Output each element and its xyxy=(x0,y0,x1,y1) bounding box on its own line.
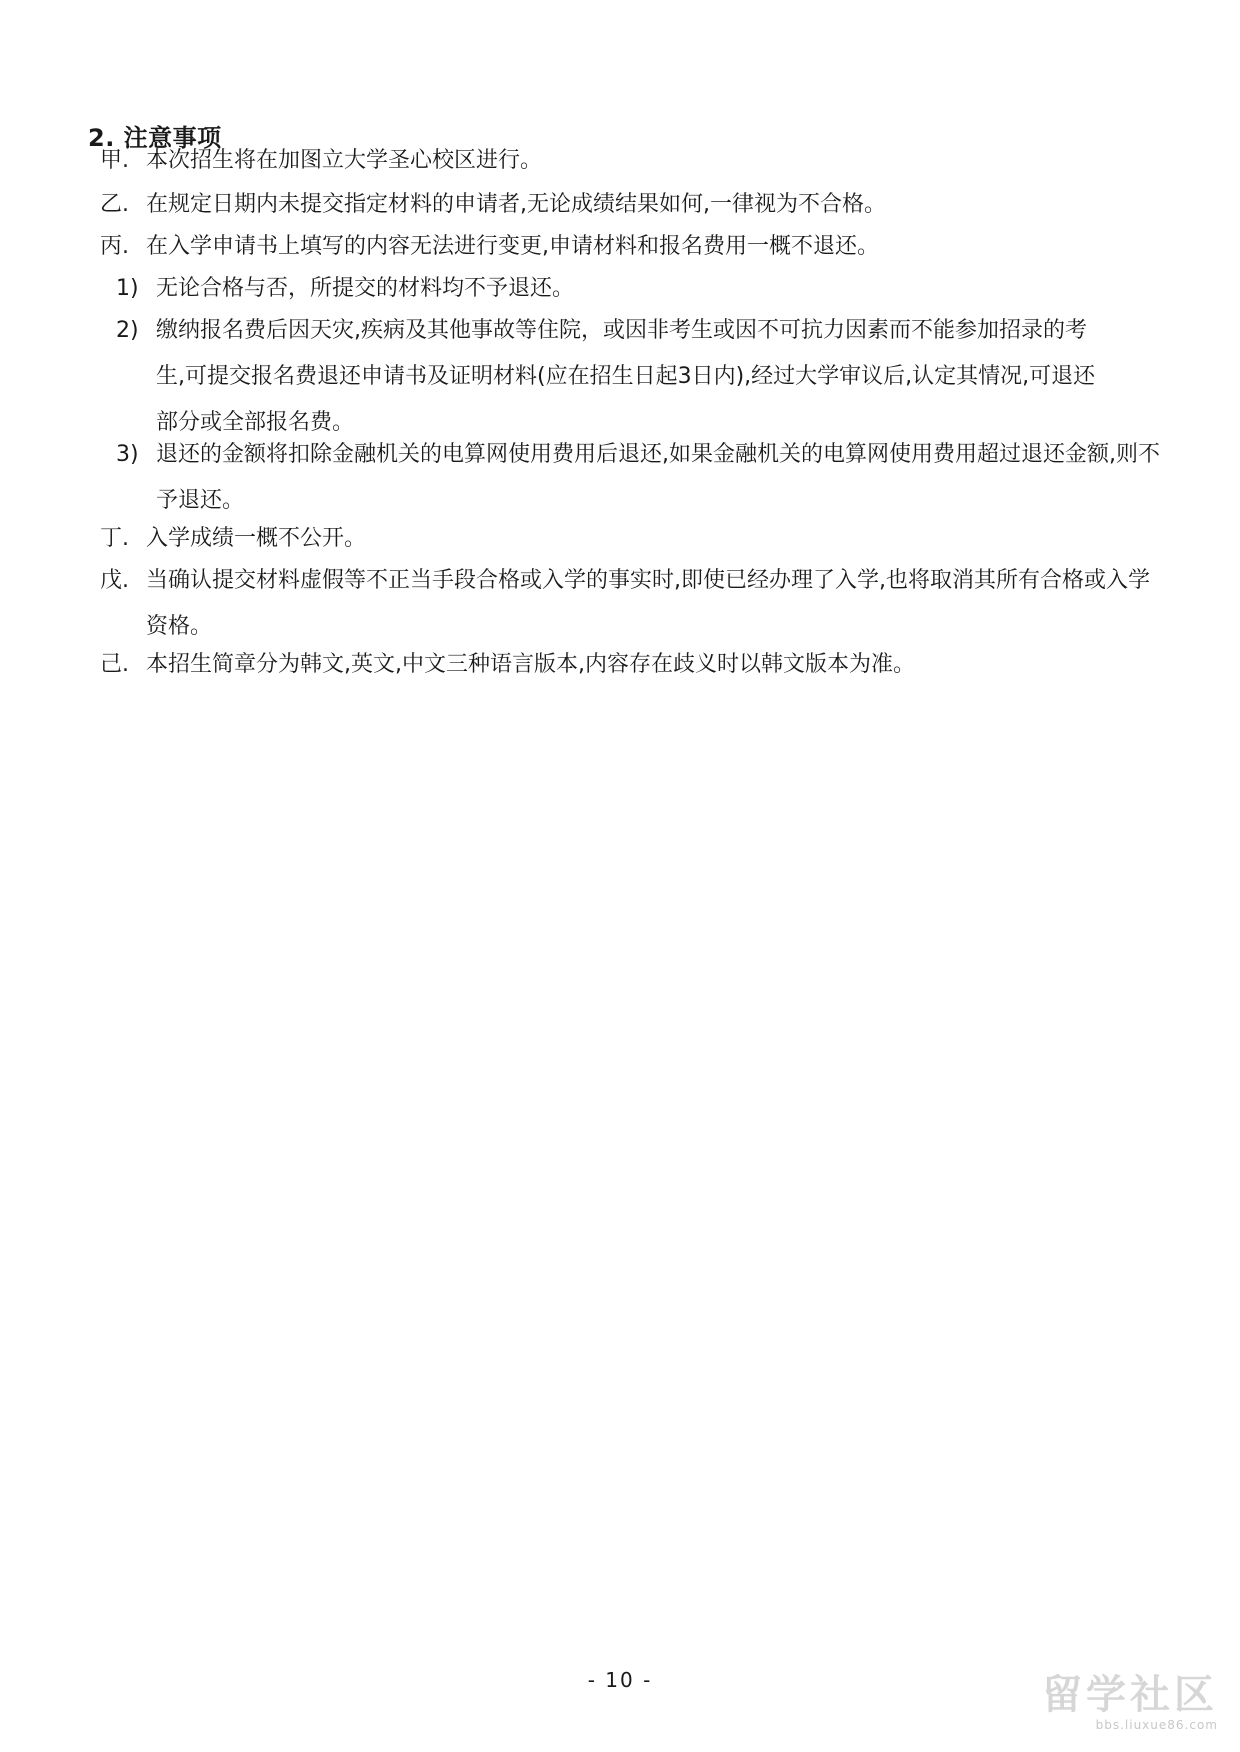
item-marker: 丁. xyxy=(100,526,129,551)
notice-subitem-2 xyxy=(116,308,1096,446)
watermark-logo xyxy=(1018,1672,1218,1742)
subitem-text: 无论合格与否，所提交的材料均不予退还。 xyxy=(156,276,575,301)
item-marker: 己. xyxy=(100,652,129,677)
subitem-marker: 1) xyxy=(116,276,139,301)
notice-item-3 xyxy=(100,224,1160,270)
item-text: 在入学申请书上填写的内容无法进行变更,申请材料和报名费用一概不退还。 xyxy=(146,234,879,259)
section-title: 2. 注意事项 xyxy=(88,124,222,152)
item-text: 在规定日期内未提交指定材料的申请者,无论成绩结果如何,一律视为不合格。 xyxy=(146,192,886,217)
subitem-marker: 3) xyxy=(116,442,139,467)
item-text: 本招生简章分为韩文,英文,中文三种语言版本,内容存在歧义时以韩文版本为准。 xyxy=(146,652,915,677)
item-marker: 戊. xyxy=(100,568,129,593)
notice-item-2 xyxy=(100,182,1160,228)
notice-item-5 xyxy=(100,558,1160,650)
notice-subitem-3 xyxy=(116,432,1160,524)
item-marker: 乙. xyxy=(100,192,129,217)
notice-item-6 xyxy=(100,642,1160,688)
item-text: 入学成绩一概不公开。 xyxy=(146,526,367,551)
notice-subitem-1 xyxy=(116,266,1160,312)
subitem-marker: 2) xyxy=(116,318,139,343)
watermark-url: bbs.liuxue86.com xyxy=(1095,1718,1218,1732)
item-text: 当确认提交材料虚假等不正当手段合格或入学的事实时,即使已经办理了入学,也将取消其所有合格或入学资格。 xyxy=(146,568,1150,639)
watermark-text: 留学社区 xyxy=(1042,1672,1218,1718)
page-number: - 10 - xyxy=(587,1668,653,1692)
notice-item-1 xyxy=(100,138,1160,184)
subitem-text: 退还的金额将扣除金融机关的电算网使用费用后退还,如果金融机关的电算网使用费用超过退还金额,则不予退还。 xyxy=(156,442,1160,513)
item-marker: 甲. xyxy=(100,148,129,173)
item-text: 本次招生将在加图立大学圣心校区进行。 xyxy=(146,148,543,173)
item-marker: 丙. xyxy=(100,234,129,259)
notice-item-4 xyxy=(100,516,1160,562)
subitem-text: 缴纳报名费后因天灾,疾病及其他事故等住院，或因非考生或因不可抗力因素而不能参加招录的考生,可提交报名费退还申请书及证明材料(应在招生日起3日内),经过大学审议后,认定其情况,可退还部分或全部报名费。 xyxy=(156,318,1096,435)
